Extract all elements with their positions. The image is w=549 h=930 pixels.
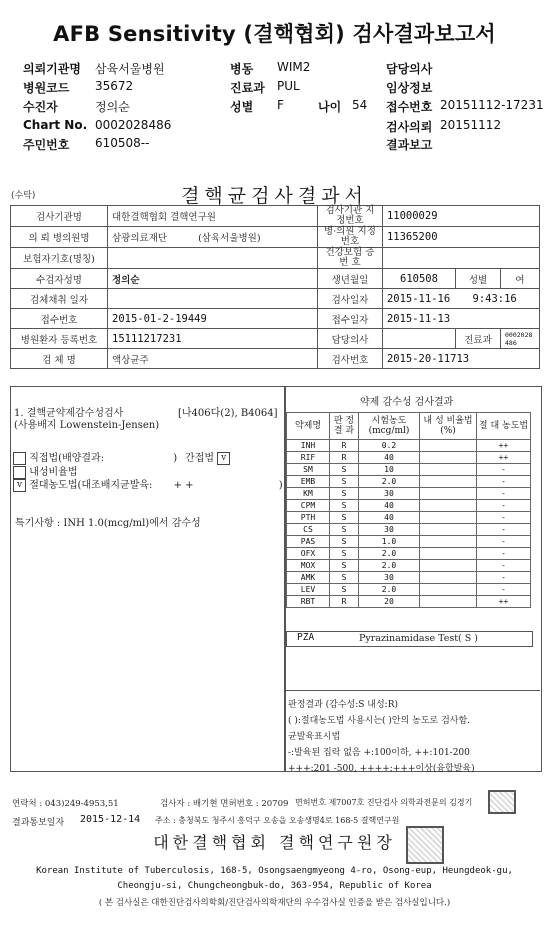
header-label: 병원코드 <box>23 81 70 95</box>
registration-number: 15111217231 <box>108 329 318 349</box>
drug-absolute-cell: - <box>477 536 531 548</box>
drug-result-cell: R <box>330 452 359 464</box>
hospital-name-text: 삼광의료재단 <box>112 233 168 244</box>
cell-label: 수검자성명 <box>11 269 108 289</box>
insurance-card-value <box>382 248 539 269</box>
patient-name: 정의순 <box>108 269 318 289</box>
drug-row <box>287 536 531 548</box>
drug-name-cell: LEV <box>287 584 330 596</box>
drug-row <box>287 440 531 452</box>
drug-absolute-cell: - <box>477 488 531 500</box>
drug-concentration-cell: 2.0 <box>359 476 420 488</box>
cell-label: 보험자기호(명칭) <box>11 248 108 269</box>
drug-absolute-cell: ++ <box>477 440 531 452</box>
english-address-line2: Cheongju-si, Chungcheongbuk-do, 363-954, Republic of Korea <box>117 881 432 891</box>
drug-row <box>287 500 531 512</box>
header-label: 수진자 <box>23 100 58 114</box>
interpretation-line: 균발육표시법 <box>288 732 341 742</box>
absolute-method-close: ) <box>278 480 283 491</box>
drug-concentration-cell: 2.0 <box>359 548 420 560</box>
absolute-method <box>13 476 283 492</box>
drug-concentration-cell: 1.0 <box>359 536 420 548</box>
footer-address: 주소 : 충청북도 청주시 흥덕구 오송읍 오송생명4로 168-5 결핵연구원 <box>155 816 400 825</box>
drug-concentration-cell: 0.2 <box>359 440 420 452</box>
test-medium: (사용배지 Lowenstein-Jensen) <box>14 420 160 431</box>
drug-row <box>287 560 531 572</box>
direct-method-close: ) <box>173 453 178 464</box>
drug-ratio-cell <box>420 452 477 464</box>
drug-ratio-cell <box>420 572 477 584</box>
header-label: 의뢰기관명 <box>23 62 81 76</box>
indirect-checkbox[interactable]: v <box>217 452 230 465</box>
header-ratio: 내 성 비율법(%) <box>420 413 477 440</box>
drug-ratio-cell <box>420 440 477 452</box>
drug-absolute-cell: ++ <box>477 452 531 464</box>
exam-date: 2015-11-16 <box>386 292 451 305</box>
direct-method-label: 직접법(배양결과: <box>29 453 105 464</box>
header-concentration: 시험농도 (mcg/ml) <box>359 413 420 440</box>
cell-label: 진료과 <box>456 329 501 349</box>
footer-license: 면허번호 제7007호 진단검사 의학과전문의 김경기 <box>295 798 473 807</box>
official-seal-icon <box>406 826 444 864</box>
cell-label: 검사기관 지정번호 <box>317 206 382 227</box>
header-value: WIM2 <box>277 60 311 74</box>
header-label: 접수번호 <box>386 100 433 114</box>
drug-name-cell: EMB <box>287 476 330 488</box>
cell-label: 접수일자 <box>317 309 382 329</box>
drug-absolute-cell: - <box>477 548 531 560</box>
ratio-method-label: 내성비율법 <box>29 467 78 478</box>
interpretation-line: 판정결과 (감수성:S 내성:R) <box>288 700 398 710</box>
cell-label: 검 체 명 <box>11 349 108 369</box>
header-label: 검사의뢰 <box>386 120 433 134</box>
cell-label: 검체채취 일자 <box>11 289 108 309</box>
drug-result-cell: S <box>330 560 359 572</box>
org-name: 대한결핵협회 결핵연구원장 <box>153 833 396 852</box>
exam-datetime <box>382 289 539 309</box>
test-item: 1. 결핵균약제감수성검사 <box>14 408 124 419</box>
drug-name-cell: INH <box>287 440 330 452</box>
drug-name-cell: MOX <box>287 560 330 572</box>
interpretation-divider <box>284 690 540 691</box>
absolute-method-value: + + <box>173 480 194 491</box>
drug-ratio-cell <box>420 584 477 596</box>
drug-concentration-cell: 30 <box>359 488 420 500</box>
drug-result-cell: S <box>330 536 359 548</box>
drug-name-cell: RBT <box>287 596 330 608</box>
drug-absolute-cell: - <box>477 560 531 572</box>
header-value: 정의순 <box>95 100 130 114</box>
document-title: 결핵균검사결과서 <box>181 185 368 207</box>
drug-row <box>287 476 531 488</box>
drug-ratio-cell <box>420 500 477 512</box>
drug-ratio-cell <box>420 476 477 488</box>
drug-result-cell: S <box>330 464 359 476</box>
drug-ratio-cell <box>420 560 477 572</box>
drug-ratio-cell <box>420 512 477 524</box>
report-date: 2015-12-14 <box>80 814 141 825</box>
drug-result-cell: R <box>330 596 359 608</box>
absolute-checkbox[interactable]: v <box>13 479 26 492</box>
drug-result-cell: S <box>330 512 359 524</box>
drug-concentration-cell: 20 <box>359 596 420 608</box>
drug-ratio-cell <box>420 536 477 548</box>
drug-row <box>287 572 531 584</box>
header-absolute: 절 대 농도법 <box>477 413 531 440</box>
drug-concentration-cell: 40 <box>359 452 420 464</box>
drug-result-cell: S <box>330 548 359 560</box>
header-result: 판 정 결 과 <box>330 413 359 440</box>
drug-result-cell: S <box>330 524 359 536</box>
hospital-number: 11365200 <box>382 227 539 248</box>
header-value: 20151112-17231 <box>440 98 544 112</box>
cell-label: 성별 <box>456 269 501 289</box>
drug-result-cell: S <box>330 476 359 488</box>
receipt-date: 2015-11-13 <box>382 309 539 329</box>
drug-row <box>287 488 531 500</box>
indirect-method-label: 간접법 <box>185 453 214 464</box>
exam-time: 9:43:16 <box>472 292 517 305</box>
drug-ratio-cell <box>420 464 477 476</box>
header-value: 54 <box>352 98 368 112</box>
insurance-value <box>108 248 318 269</box>
certification-note: ( 본 검사실은 대한진단검사의학회/진단검사의학재단의 우수검사실 인증을 받은 검사실입니다.) <box>98 898 451 908</box>
header-value: 삼육서울병원 <box>95 62 165 76</box>
drug-concentration-cell: 30 <box>359 572 420 584</box>
drug-absolute-cell: - <box>477 584 531 596</box>
drug-absolute-cell: - <box>477 476 531 488</box>
header-label: Chart No. <box>23 118 88 132</box>
drug-ratio-cell <box>420 548 477 560</box>
drug-name-cell: RIF <box>287 452 330 464</box>
drug-row <box>287 596 531 608</box>
drug-result-cell: S <box>330 500 359 512</box>
drug-name-cell: PAS <box>287 536 330 548</box>
drug-result-cell: R <box>330 440 359 452</box>
drug-concentration-cell: 30 <box>359 524 420 536</box>
cell-label: 접수번호 <box>11 309 108 329</box>
left-result-panel <box>10 386 286 772</box>
interpretation-line: ( ):절대농도법 사용시는( )안의 농도로 검사함. <box>288 716 471 726</box>
dept-code: 0002028486 <box>501 329 540 349</box>
drug-absolute-cell: - <box>477 500 531 512</box>
report-date-label: 결과통보일자 <box>12 818 65 828</box>
cell-label: 검사기관명 <box>11 206 108 227</box>
special-note: 특기사항 : INH 1.0(mcg/ml)에서 감수성 <box>15 518 201 529</box>
drug-concentration-cell: 40 <box>359 512 420 524</box>
header-value: 20151112 <box>440 118 502 132</box>
header-value: 610508-- <box>95 136 150 150</box>
drug-ratio-cell <box>420 488 477 500</box>
drug-name-cell: PTH <box>287 512 330 524</box>
institution-name: 대한결핵협회 결핵연구원 <box>108 206 318 227</box>
drug-concentration-cell: 2.0 <box>359 584 420 596</box>
drug-row <box>287 452 531 464</box>
report-info-table <box>10 205 540 369</box>
header-value: 35672 <box>95 79 134 93</box>
drug-name-cell: AMK <box>287 572 330 584</box>
drug-result-cell: S <box>330 572 359 584</box>
report-tag: (수탁) <box>11 191 36 201</box>
drug-result-cell: S <box>330 584 359 596</box>
header-value: 0002028486 <box>95 118 172 132</box>
pza-row <box>286 631 533 647</box>
header-label: 진료과 <box>230 81 265 95</box>
interpretation-line: +++:201 -500, ++++:+++이상(융합발육) <box>288 764 475 774</box>
drug-name-cell: KM <box>287 488 330 500</box>
drug-table-header <box>287 413 531 440</box>
header-drug: 약제명 <box>287 413 330 440</box>
cell-label: 의 뢰 병의원명 <box>11 227 108 248</box>
drug-ratio-cell <box>420 596 477 608</box>
sex-value: 여 <box>501 269 540 289</box>
collect-date <box>108 289 318 309</box>
drug-absolute-cell: - <box>477 572 531 584</box>
drug-panel-title: 약제 감수성 검사결과 <box>360 397 454 408</box>
absolute-method-label: 절대농도법(대조배지균발육: <box>29 480 153 491</box>
drug-row <box>287 584 531 596</box>
cell-label: 병원환자 등록번호 <box>11 329 108 349</box>
header-value: F <box>277 98 284 112</box>
specimen-name: 액상균주 <box>108 349 318 369</box>
drug-absolute-cell: - <box>477 524 531 536</box>
drug-susceptibility-table <box>286 412 531 608</box>
footer-inspector: 검사자 : 배기현 면허번호 : 20709 <box>160 799 289 809</box>
drug-name-cell: OFX <box>287 548 330 560</box>
header-label: 담당의사 <box>386 62 433 76</box>
drug-result-cell: S <box>330 488 359 500</box>
header-label: 성별 <box>230 100 254 114</box>
header-value: PUL <box>277 79 300 93</box>
drug-name-cell: SM <box>287 464 330 476</box>
header-label: 나이 <box>318 100 342 114</box>
drug-ratio-cell <box>420 524 477 536</box>
date-of-birth: 610508 <box>382 269 455 289</box>
hospital-name-paren: (삼육서울병원) <box>198 233 261 244</box>
header-label: 결과보고 <box>386 138 433 152</box>
pza-value: Pyrazinamidase Test( S ) <box>359 633 478 644</box>
test-code: [나406다(2), B4064] <box>178 408 278 419</box>
cell-label: 병·의원 지정번호 <box>317 227 382 248</box>
drug-concentration-cell: 40 <box>359 500 420 512</box>
receipt-number: 2015-01-2-19449 <box>108 309 318 329</box>
exam-number: 2015-20-11713 <box>382 349 539 369</box>
doctor-value <box>382 329 455 349</box>
drug-absolute-cell: - <box>477 512 531 524</box>
cell-label: 건강보험 증 번 호 <box>317 248 382 269</box>
drug-row <box>287 524 531 536</box>
designation-number: 11000029 <box>382 206 539 227</box>
drug-absolute-cell: ++ <box>477 596 531 608</box>
header-label: 주민번호 <box>23 138 70 152</box>
footer-contact: 연락처 : 043)249-4953,51 <box>12 799 119 809</box>
drug-name-cell: CPM <box>287 500 330 512</box>
pza-label: PZA <box>297 632 315 643</box>
report-title: AFB Sensitivity (결핵협회) 검사결과보고서 <box>53 22 496 46</box>
hospital-name <box>108 227 318 248</box>
cell-label: 생년월일 <box>317 269 382 289</box>
interpretation-block <box>288 697 475 777</box>
header-label: 병동 <box>230 62 254 76</box>
drug-row <box>287 512 531 524</box>
drug-absolute-cell: - <box>477 464 531 476</box>
drug-row <box>287 464 531 476</box>
cell-label: 검사번호 <box>317 349 382 369</box>
header-label: 임상정보 <box>386 81 433 95</box>
stamp-icon <box>488 790 516 814</box>
drug-concentration-cell: 10 <box>359 464 420 476</box>
drug-concentration-cell: 2.0 <box>359 560 420 572</box>
cell-label: 담당의사 <box>317 329 382 349</box>
indirect-method <box>185 449 230 465</box>
drug-name-cell: CS <box>287 524 330 536</box>
drug-row <box>287 548 531 560</box>
cell-label: 검사일자 <box>317 289 382 309</box>
interpretation-line: -:발육된 집락 없음 +:100이하, ++:101-200 <box>288 748 470 758</box>
english-address-line1: Korean Institute of Tuberculosis, 168-5, Osongsaengmyeong 4-ro, Osong-eup, Heungdeok-gu, <box>36 866 513 876</box>
